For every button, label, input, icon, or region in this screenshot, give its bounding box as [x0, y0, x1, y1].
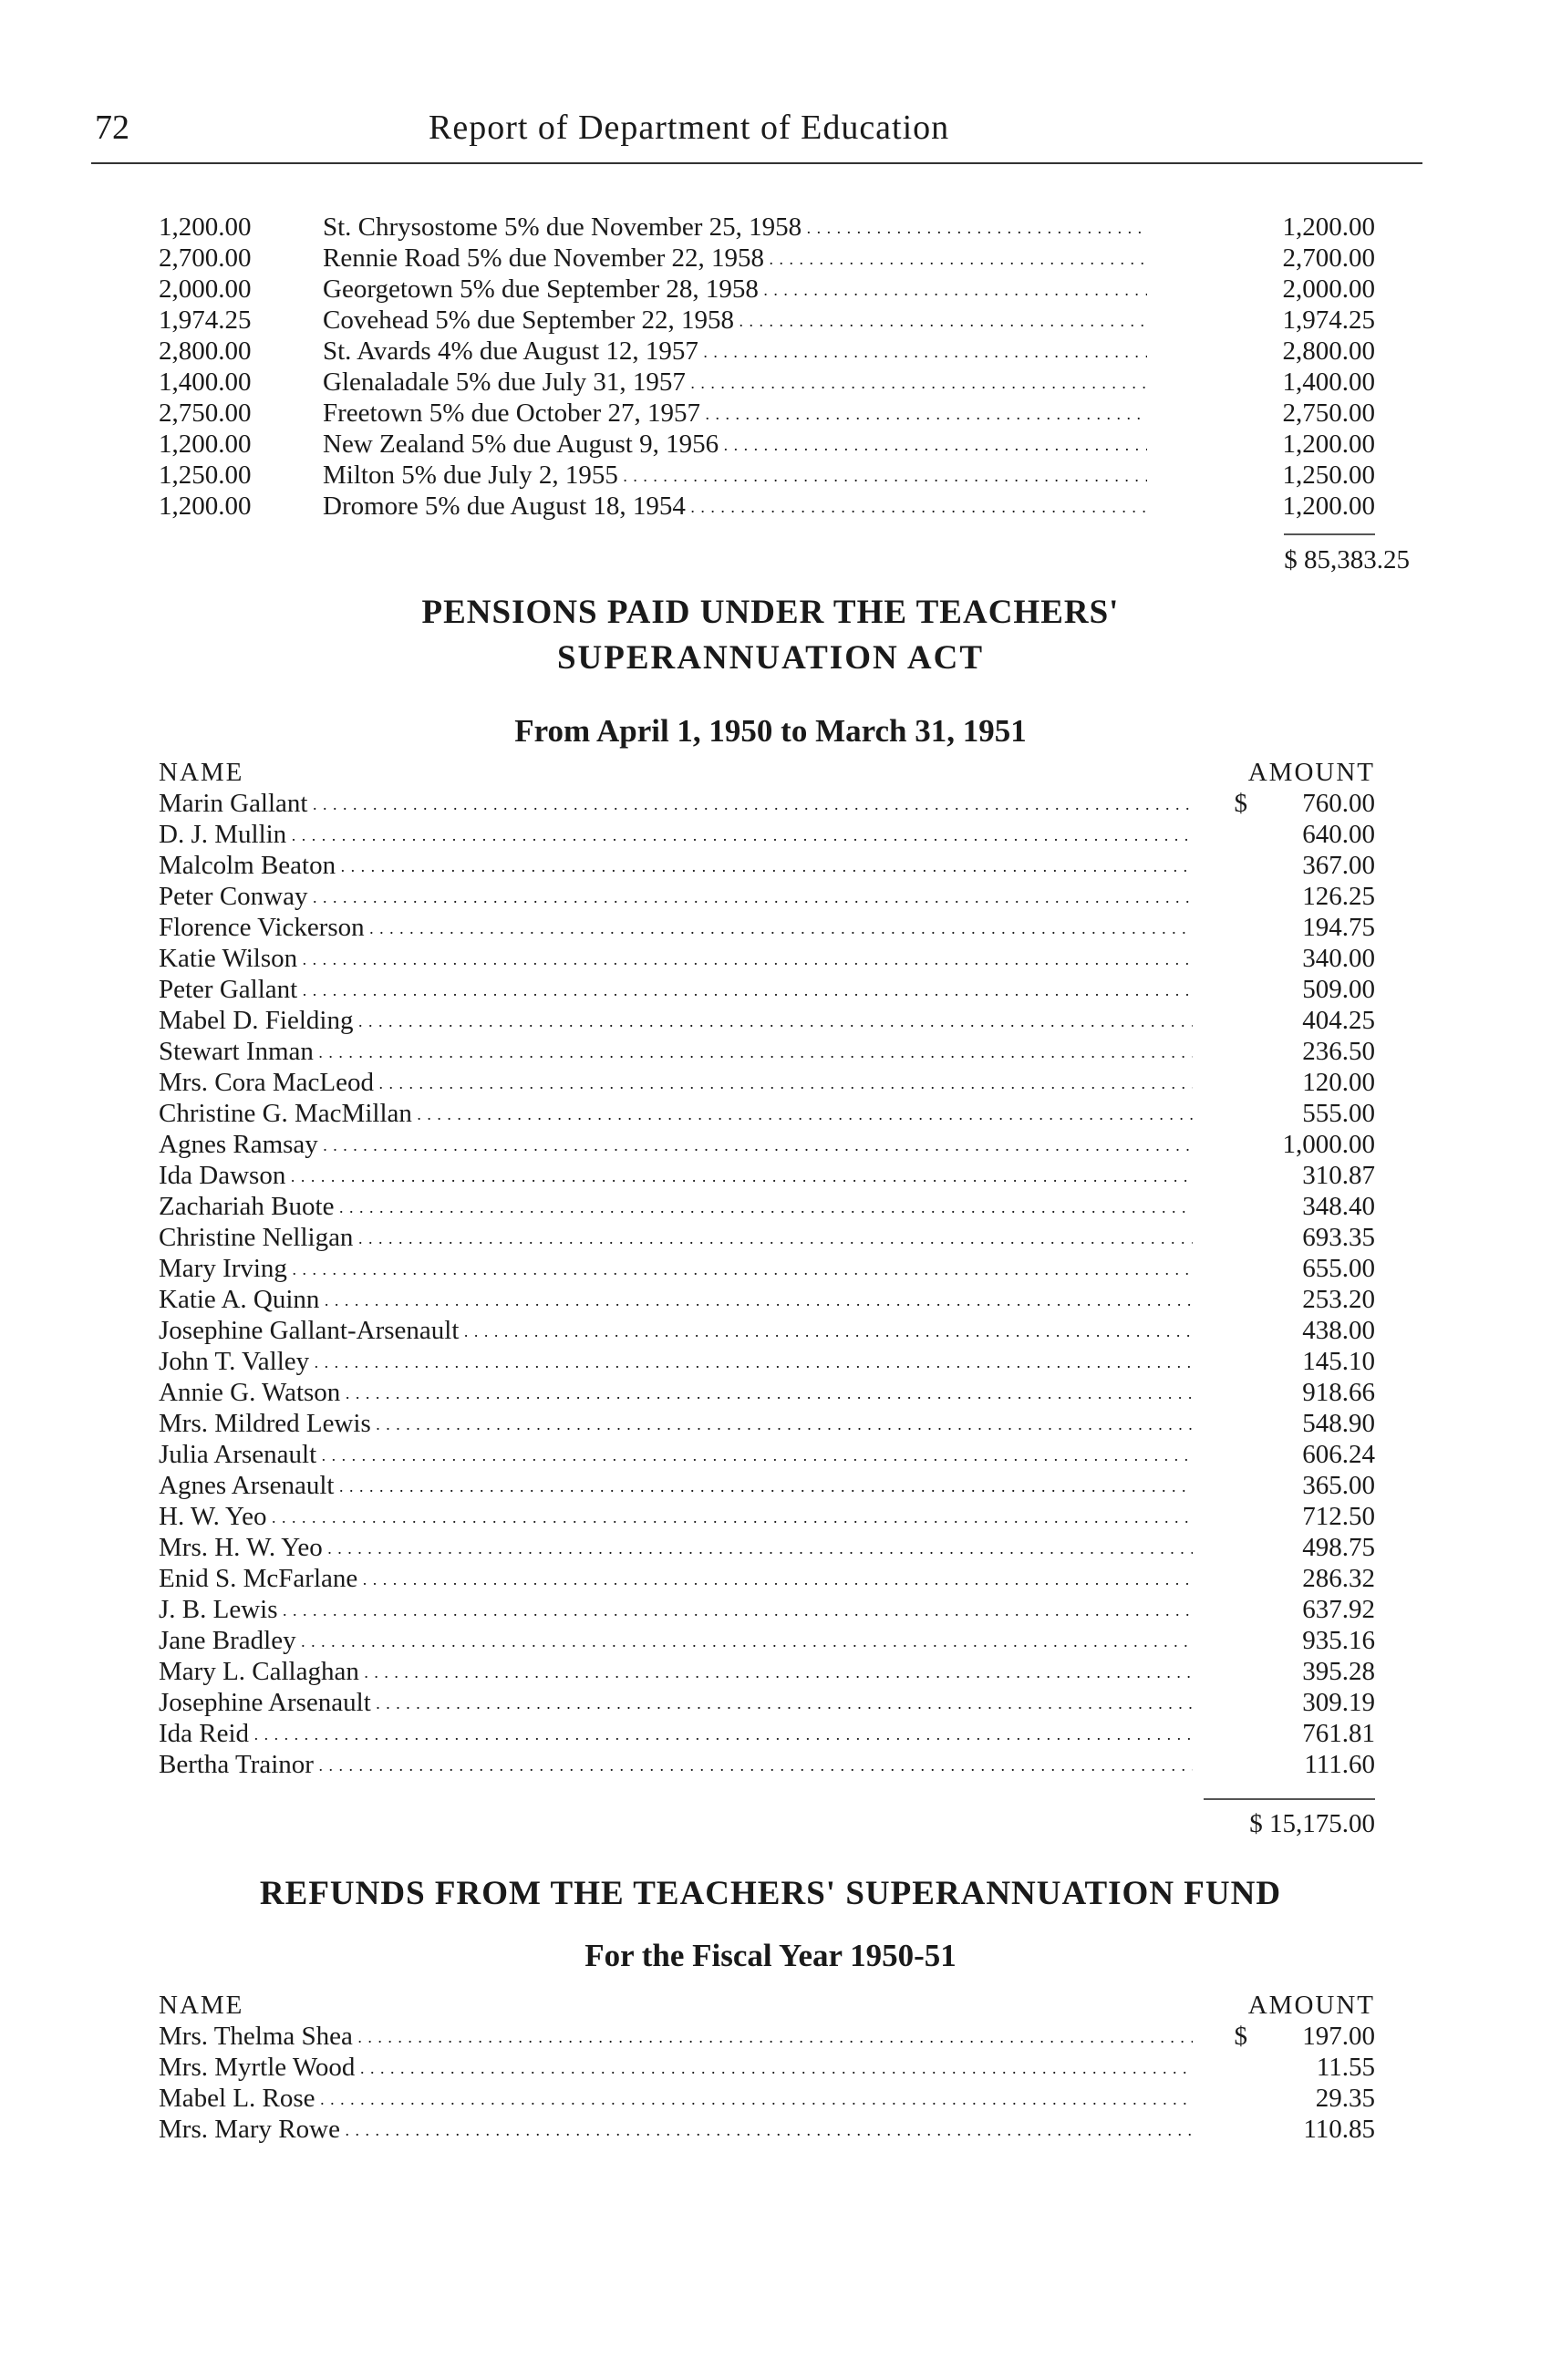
pensions-column-headers — [159, 757, 1375, 788]
debenture-value: 1,400.00 — [1282, 367, 1375, 397]
pension-row — [159, 1532, 1375, 1563]
pension-row — [159, 1191, 1375, 1222]
pension-amount: 548.90 — [1302, 1409, 1375, 1438]
debenture-value: 2,700.00 — [1282, 243, 1375, 273]
principal-amount: 1,200.00 — [159, 429, 252, 459]
pension-row — [159, 1129, 1375, 1160]
refund-amount: 11.55 — [1316, 2053, 1375, 2082]
pensioner-name: Ida Dawson . . . — [159, 1160, 1193, 1192]
pension-amount: 395.28 — [1302, 1657, 1375, 1686]
pensioner-name: Ida Reid . . . — [159, 1718, 1193, 1750]
debentures-total: $ 85,383.25 — [1284, 545, 1410, 574]
pension-row — [159, 1656, 1375, 1687]
pension-row — [159, 974, 1375, 1005]
pensioner-name: Mrs. Cora MacLeod . . . — [159, 1067, 1193, 1099]
pension-row — [159, 881, 1375, 912]
pension-amount: 310.87 — [1302, 1161, 1375, 1190]
debenture-value: 2,800.00 — [1282, 336, 1375, 366]
refunds-subtitle: For the Fiscal Year 1950-51 — [584, 1938, 957, 1973]
debenture-description: Milton 5% due July 2, 1955 . . . — [323, 460, 1147, 492]
refund-name: Mrs. Mary Rowe . . . — [159, 2114, 1193, 2146]
dollar-sign: $ — [1234, 789, 1247, 818]
pension-amount: 309.19 — [1302, 1688, 1375, 1717]
pension-row — [159, 912, 1375, 943]
debenture-description: Georgetown 5% due September 28, 1958 . . . — [323, 274, 1147, 305]
debenture-row — [159, 460, 1375, 491]
pension-amount: 935.16 — [1302, 1626, 1375, 1655]
dollar-sign: $ — [1234, 2022, 1247, 2051]
debenture-list — [159, 212, 1375, 522]
pension-amount: 120.00 — [1302, 1068, 1375, 1097]
debenture-value: 1,200.00 — [1282, 429, 1375, 459]
principal-amount: 1,250.00 — [159, 460, 252, 490]
debenture-value: 2,750.00 — [1282, 398, 1375, 428]
pension-amount: 145.10 — [1302, 1347, 1375, 1376]
pension-row — [159, 1594, 1375, 1625]
pension-amount: 286.32 — [1302, 1564, 1375, 1593]
pension-amount: 498.75 — [1302, 1533, 1375, 1562]
pension-row — [159, 1067, 1375, 1098]
pensioner-name: Josephine Gallant-Arsenault . . . — [159, 1315, 1193, 1347]
debenture-description: Dromore 5% due August 18, 1954 . . . — [323, 491, 1147, 523]
pension-row — [159, 1408, 1375, 1439]
debenture-row — [159, 305, 1375, 336]
pensioner-name: Josephine Arsenault . . . — [159, 1687, 1193, 1719]
page-header — [91, 108, 1422, 164]
pension-amount: 606.24 — [1302, 1440, 1375, 1469]
pensioner-name: Mrs. Mildred Lewis . . . — [159, 1408, 1193, 1440]
pension-amount: 253.20 — [1302, 1285, 1375, 1314]
debenture-value: 1,250.00 — [1282, 460, 1375, 490]
refund-row — [159, 2114, 1375, 2145]
pensioner-name: Agnes Arsenault . . . — [159, 1470, 1193, 1502]
principal-amount: 1,974.25 — [159, 305, 252, 335]
pension-row — [159, 1687, 1375, 1718]
principal-amount: 2,700.00 — [159, 243, 252, 273]
pension-amount: 438.00 — [1302, 1316, 1375, 1345]
pension-row — [159, 1718, 1375, 1749]
pension-amount: 760.00 — [1302, 789, 1375, 818]
pensioner-name: Christine Nelligan . . . — [159, 1222, 1193, 1254]
pensioner-name: Mabel D. Fielding . . . — [159, 1005, 1193, 1037]
pension-row — [159, 1346, 1375, 1377]
pension-amount: 712.50 — [1302, 1502, 1375, 1531]
pensioner-name: Malcolm Beaton . . . — [159, 850, 1193, 882]
refund-amount: 110.85 — [1303, 2115, 1375, 2144]
refund-row — [159, 2052, 1375, 2083]
refund-amount: 197.00 — [1302, 2022, 1375, 2051]
pensioner-name: Marin Gallant . . . — [159, 788, 1193, 820]
pension-row — [159, 1222, 1375, 1253]
debenture-row — [159, 243, 1375, 274]
pensions-title-line2: SUPERANNUATION ACT — [556, 639, 985, 677]
principal-amount: 2,750.00 — [159, 398, 252, 428]
pension-row — [159, 1160, 1375, 1191]
pension-row — [159, 1470, 1375, 1501]
pension-row — [159, 1005, 1375, 1036]
pensions-list — [159, 757, 1375, 1780]
debenture-row — [159, 274, 1375, 305]
pension-amount: 693.35 — [1302, 1223, 1375, 1252]
pension-row — [159, 1377, 1375, 1408]
refunds-column-headers — [159, 1990, 1375, 2021]
pensioner-name: Julia Arsenault . . . — [159, 1439, 1193, 1471]
name-column-header: NAME — [159, 1991, 244, 2020]
pensioner-name: Mary Irving . . . — [159, 1253, 1193, 1285]
debenture-row — [159, 336, 1375, 367]
debenture-description: Freetown 5% due October 27, 1957 . . . — [323, 398, 1147, 429]
pension-row — [159, 943, 1375, 974]
total-rule — [1284, 533, 1375, 535]
pension-row — [159, 850, 1375, 881]
debenture-description: Glenaladale 5% due July 31, 1957 . . . — [323, 367, 1147, 398]
pension-row — [159, 1253, 1375, 1284]
pension-amount: 655.00 — [1302, 1254, 1375, 1283]
pension-amount: 340.00 — [1302, 944, 1375, 973]
pension-amount: 126.25 — [1302, 882, 1375, 911]
pensions-title-line1: PENSIONS PAID UNDER THE TEACHERS' — [421, 594, 1120, 631]
debenture-row — [159, 398, 1375, 429]
pensioner-name: Stewart Inman . . . — [159, 1036, 1193, 1068]
pensioner-name: Enid S. McFarlane . . . — [159, 1563, 1193, 1595]
principal-amount: 1,200.00 — [159, 492, 252, 521]
pension-row — [159, 1563, 1375, 1594]
pension-amount: 761.81 — [1302, 1719, 1375, 1748]
principal-amount: 2,000.00 — [159, 274, 252, 304]
pension-amount: 365.00 — [1302, 1471, 1375, 1500]
pension-amount: 509.00 — [1302, 975, 1375, 1004]
pensioner-name: Annie G. Watson . . . — [159, 1377, 1193, 1409]
debenture-description: Covehead 5% due September 22, 1958 . . . — [323, 305, 1147, 336]
principal-amount: 1,400.00 — [159, 367, 252, 397]
pension-amount: 640.00 — [1302, 820, 1375, 849]
debenture-value: 1,200.00 — [1282, 492, 1375, 521]
pension-row — [159, 1749, 1375, 1780]
pension-amount: 918.66 — [1302, 1378, 1375, 1407]
pension-amount: 404.25 — [1302, 1006, 1375, 1035]
pension-row — [159, 1501, 1375, 1532]
pension-amount: 555.00 — [1302, 1099, 1375, 1128]
debenture-value: 1,200.00 — [1282, 212, 1375, 242]
amount-column-header: AMOUNT — [1247, 1991, 1375, 2020]
pension-row — [159, 1315, 1375, 1346]
debenture-row — [159, 429, 1375, 460]
refund-name: Mrs. Thelma Shea . . . — [159, 2021, 1193, 2053]
pension-row — [159, 1439, 1375, 1470]
amount-column-header: AMOUNT — [1247, 758, 1375, 787]
pension-row — [159, 1284, 1375, 1315]
refund-amount: 29.35 — [1315, 2084, 1375, 2113]
pensioner-name: Katie A. Quinn . . . — [159, 1284, 1193, 1316]
pensions-subtitle: From April 1, 1950 to March 31, 1951 — [514, 713, 1027, 749]
pensioner-name: Agnes Ramsay . . . — [159, 1129, 1193, 1161]
pensioner-name: H. W. Yeo . . . — [159, 1501, 1193, 1533]
debenture-description: New Zealand 5% due August 9, 1956 . . . — [323, 429, 1147, 460]
pensioner-name: Peter Gallant . . . — [159, 974, 1193, 1006]
refund-name: Mrs. Myrtle Wood . . . — [159, 2052, 1193, 2084]
pensions-total-rule — [1204, 1798, 1375, 1800]
pension-amount: 194.75 — [1302, 913, 1375, 942]
pension-amount: 1,000.00 — [1282, 1130, 1375, 1159]
refund-name: Mabel L. Rose . . . — [159, 2083, 1193, 2115]
pensioner-name: Katie Wilson . . . — [159, 943, 1193, 975]
pensions-total: $ 15,175.00 — [1249, 1809, 1375, 1838]
debenture-description: St. Avards 4% due August 12, 1957 . . . — [323, 336, 1147, 367]
debenture-description: Rennie Road 5% due November 22, 1958 . . . — [323, 243, 1147, 274]
pension-amount: 637.92 — [1302, 1595, 1375, 1624]
pension-row — [159, 1098, 1375, 1129]
debenture-row — [159, 212, 1375, 243]
pension-amount: 236.50 — [1302, 1037, 1375, 1066]
name-column-header: NAME — [159, 758, 244, 787]
pensioner-name: Mary L. Callaghan . . . — [159, 1656, 1193, 1688]
debenture-row — [159, 491, 1375, 522]
pensioner-name: D. J. Mullin . . . — [159, 819, 1193, 851]
pensioner-name: Peter Conway . . . — [159, 881, 1193, 913]
refunds-title: REFUNDS FROM THE TEACHERS' SUPERANNUATION FUND — [259, 1875, 1282, 1912]
pension-row — [159, 788, 1375, 819]
refunds-list — [159, 1990, 1375, 2145]
pension-amount: 348.40 — [1302, 1192, 1375, 1221]
pensioner-name: Jane Bradley . . . — [159, 1625, 1193, 1657]
debenture-value: 2,000.00 — [1282, 274, 1375, 304]
principal-amount: 2,800.00 — [159, 336, 252, 366]
pension-row — [159, 1036, 1375, 1067]
debenture-row — [159, 367, 1375, 398]
pension-amount: 111.60 — [1304, 1750, 1375, 1779]
running-title: Report of Department of Education — [429, 109, 950, 147]
pensioner-name: Mrs. H. W. Yeo . . . — [159, 1532, 1193, 1564]
refund-row — [159, 2083, 1375, 2114]
debenture-description: St. Chrysostome 5% due November 25, 1958 . . . — [323, 212, 1147, 243]
pensioner-name: J. B. Lewis . . . — [159, 1594, 1193, 1626]
pension-row — [159, 1625, 1375, 1656]
pension-row — [159, 819, 1375, 850]
pensioner-name: John T. Valley . . . — [159, 1346, 1193, 1378]
pension-amount: 367.00 — [1302, 851, 1375, 880]
pensioner-name: Bertha Trainor . . . — [159, 1749, 1193, 1781]
page-number: 72 — [95, 109, 129, 147]
pensioner-name: Christine G. MacMillan . . . — [159, 1098, 1193, 1130]
debenture-value: 1,974.25 — [1282, 305, 1375, 335]
principal-amount: 1,200.00 — [159, 212, 252, 242]
pensioner-name: Florence Vickerson . . . — [159, 912, 1193, 944]
pensioner-name: Zachariah Buote . . . — [159, 1191, 1193, 1223]
refund-row — [159, 2021, 1375, 2052]
